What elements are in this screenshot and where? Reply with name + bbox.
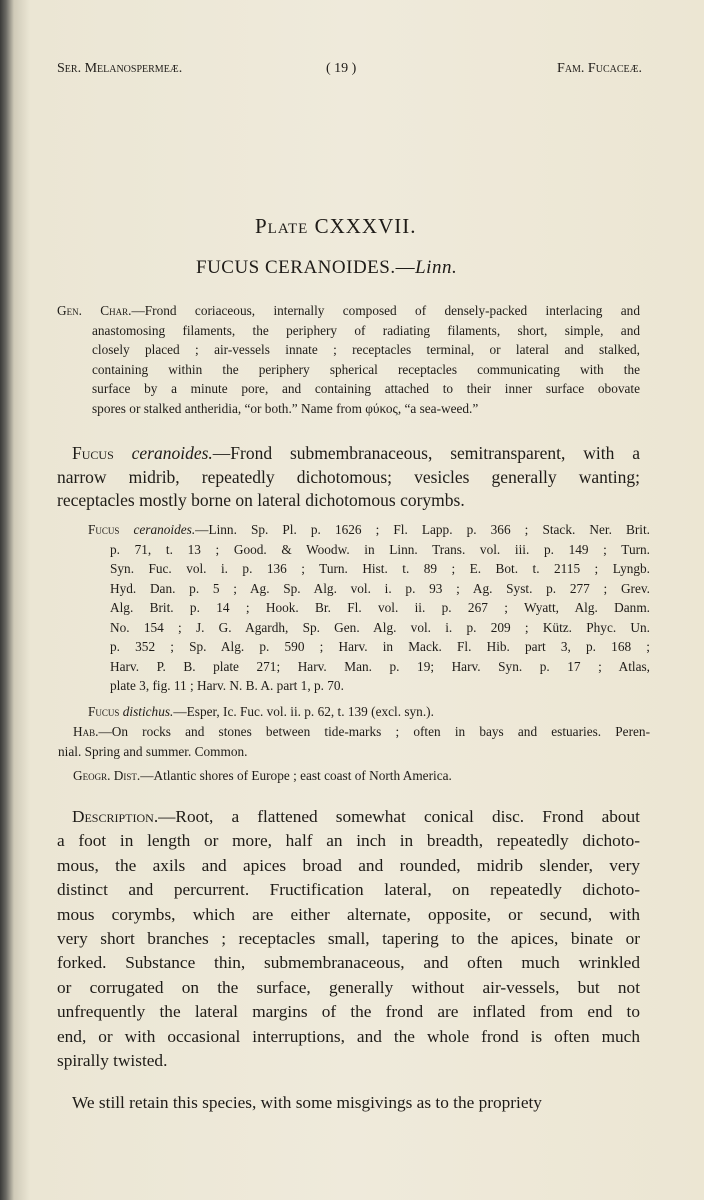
line-text: —On rocks and stones between tide-marks ; often in bays and estuaries. Peren- — [98, 724, 650, 739]
line-text: —Atlantic shores of Europe ; east coast of North America. — [140, 768, 452, 783]
line-text: unfrequently the lateral margins of the frond are inflated from end to — [57, 1002, 640, 1022]
line-text: distinct and percurrent. Fructification lateral, on repeatedly dichoto- — [57, 880, 640, 900]
synonymy-line — [110, 561, 650, 577]
page-number: ( 19 ) — [326, 61, 357, 76]
gen-char-line — [92, 362, 640, 378]
synonym2-line — [88, 704, 434, 720]
synonymy-line — [110, 542, 650, 558]
closing-line — [72, 1093, 640, 1114]
gen-char-line — [57, 303, 640, 319]
diagnosis-label: Fucus ceranoides. — [72, 443, 213, 463]
line-text: very short branches ; receptacles small, tapering to the apices, binate or — [57, 929, 640, 948]
description-line — [57, 953, 640, 974]
line-text: Syn. Fuc. vol. i. p. 136 ; Turn. Hist. t. 89 ; E. Bot. t. 2115 ; Lyngb. — [110, 561, 650, 576]
species-author: Linn. — [415, 257, 458, 278]
description-line — [57, 1051, 640, 1072]
description-line — [57, 978, 640, 999]
description-line — [57, 929, 640, 950]
habitat-line — [73, 724, 650, 740]
line-text: Harv. P. B. plate 271; Harv. Man. p. 19; Harv. Syn. p. 17 ; Atlas, — [110, 658, 650, 674]
line-text: surface by a minute pore, and containing attached to their inner surface obovate — [92, 381, 640, 397]
line-text: —Esper, Ic. Fuc. vol. ii. p. 62, t. 139 (excl. syn.). — [173, 704, 434, 719]
line-text: forked. Substance thin, submembranaceous, and often much wrinkled — [57, 953, 640, 973]
family-label: Fam. Fucaceæ. — [557, 61, 642, 76]
distribution-label: Geogr. Dist. — [73, 768, 141, 783]
synonymy-label: Fucus ceranoides. — [88, 522, 196, 537]
line-text: p. 352 ; Sp. Alg. p. 590 ; Harv. in Mack. Fl. Hib. part 3, p. 168 ; — [110, 639, 650, 654]
line-text: a foot in length or more, half an inch in breadth, repeatedly dichoto- — [57, 831, 640, 851]
gen-char-line — [92, 401, 640, 417]
description-line — [57, 856, 640, 877]
plate-title: Plate CXXXVII. — [255, 214, 417, 238]
line-text: plate 3, fig. 11 ; Harv. N. B. A. part 1, p. 70. — [110, 678, 344, 693]
diagnosis-line — [72, 443, 640, 464]
diagnosis-line — [57, 467, 640, 488]
line-text: narrow midrib, repeatedly dichotomous; vesicles generally wanting; — [57, 466, 640, 487]
distribution-line — [73, 768, 452, 784]
description-line — [72, 807, 640, 828]
line-text: spirally twisted. — [57, 1051, 168, 1070]
line-text: p. 71, t. 13 ; Good. & Woodw. in Linn. Trans. vol. iii. p. 149 ; Turn. — [110, 541, 650, 557]
species-title — [196, 257, 457, 280]
synonymy-line — [110, 581, 650, 597]
line-text: —Root, a flattened somewhat conical disc. Frond about — [158, 807, 640, 826]
line-text: nial. Spring and summer. Common. — [58, 744, 248, 759]
description-line — [57, 880, 640, 901]
line-text: —Frond submembranaceous, semitransparent, with a — [212, 443, 640, 463]
synonym2-label: Fucus distichus. — [88, 704, 174, 719]
line-text: anastomosing filaments, the periphery of radiating filaments, short, simple, and — [92, 322, 640, 338]
line-text: spores or stalked antheridia, “or both.” Name from φύκος, “a sea-weed.” — [92, 401, 479, 416]
synonymy-line — [110, 639, 650, 655]
gen-char-label: Gen. Char. — [57, 303, 132, 318]
synonymy-line — [88, 522, 650, 538]
line-text: Alg. Brit. p. 14 ; Hook. Br. Fl. vol. ii. p. 267 ; Wyatt, Alg. Danm. — [110, 600, 650, 615]
gen-char-line — [92, 342, 640, 358]
synonymy-line — [110, 620, 650, 636]
line-text: —Frond coriaceous, internally composed of densely-packed interlacing and — [131, 303, 640, 318]
line-text: —Linn. Sp. Pl. p. 1626 ; Fl. Lapp. p. 366 ; Stack. Ner. Brit. — [195, 522, 650, 537]
synonymy-line — [110, 678, 650, 694]
series-label: Ser. Melanospermeæ. — [57, 61, 183, 76]
habitat-label: Hab. — [73, 724, 99, 739]
habitat-line — [58, 744, 650, 760]
gen-char-line — [92, 323, 640, 339]
line-text: mous corymbs, which are either alternate, opposite, or secund, with — [57, 904, 640, 924]
species-name: FUCUS CERANOIDES.— — [196, 257, 416, 278]
description-line — [57, 1027, 640, 1048]
description-line — [57, 1002, 640, 1023]
description-line — [57, 905, 640, 926]
synonymy-line — [110, 600, 650, 616]
description-line — [57, 831, 640, 852]
line-text: or corrugated on the surface, generally without air-vessels, but not — [57, 977, 640, 997]
synonymy-line — [110, 659, 650, 675]
line-text: We still retain this species, with some misgivings as to the propriety — [72, 1093, 542, 1112]
line-text: receptacles mostly borne on lateral dichotomous corymbs. — [57, 490, 465, 510]
line-text: mous, the axils and apices broad and rounded, midrib slender, very — [57, 855, 640, 875]
diagnosis-line — [57, 490, 640, 511]
line-text: closely placed ; air-vessels innate ; receptacles terminal, or lateral and stalked, — [92, 342, 640, 358]
description-label: Description. — [72, 807, 159, 826]
gen-char-line — [92, 381, 640, 397]
line-text: containing within the periphery spherical receptacles communicating with the — [92, 361, 640, 377]
line-text: Hyd. Dan. p. 5 ; Ag. Sp. Alg. vol. i. p. 93 ; Ag. Syst. p. 277 ; Grev. — [110, 580, 650, 596]
line-text: No. 154 ; J. G. Agardh, Sp. Gen. Alg. vol. i. p. 209 ; Kütz. Phyc. Un. — [110, 619, 650, 635]
line-text: end, or with occasional interruptions, and the whole frond is often much — [57, 1026, 640, 1046]
